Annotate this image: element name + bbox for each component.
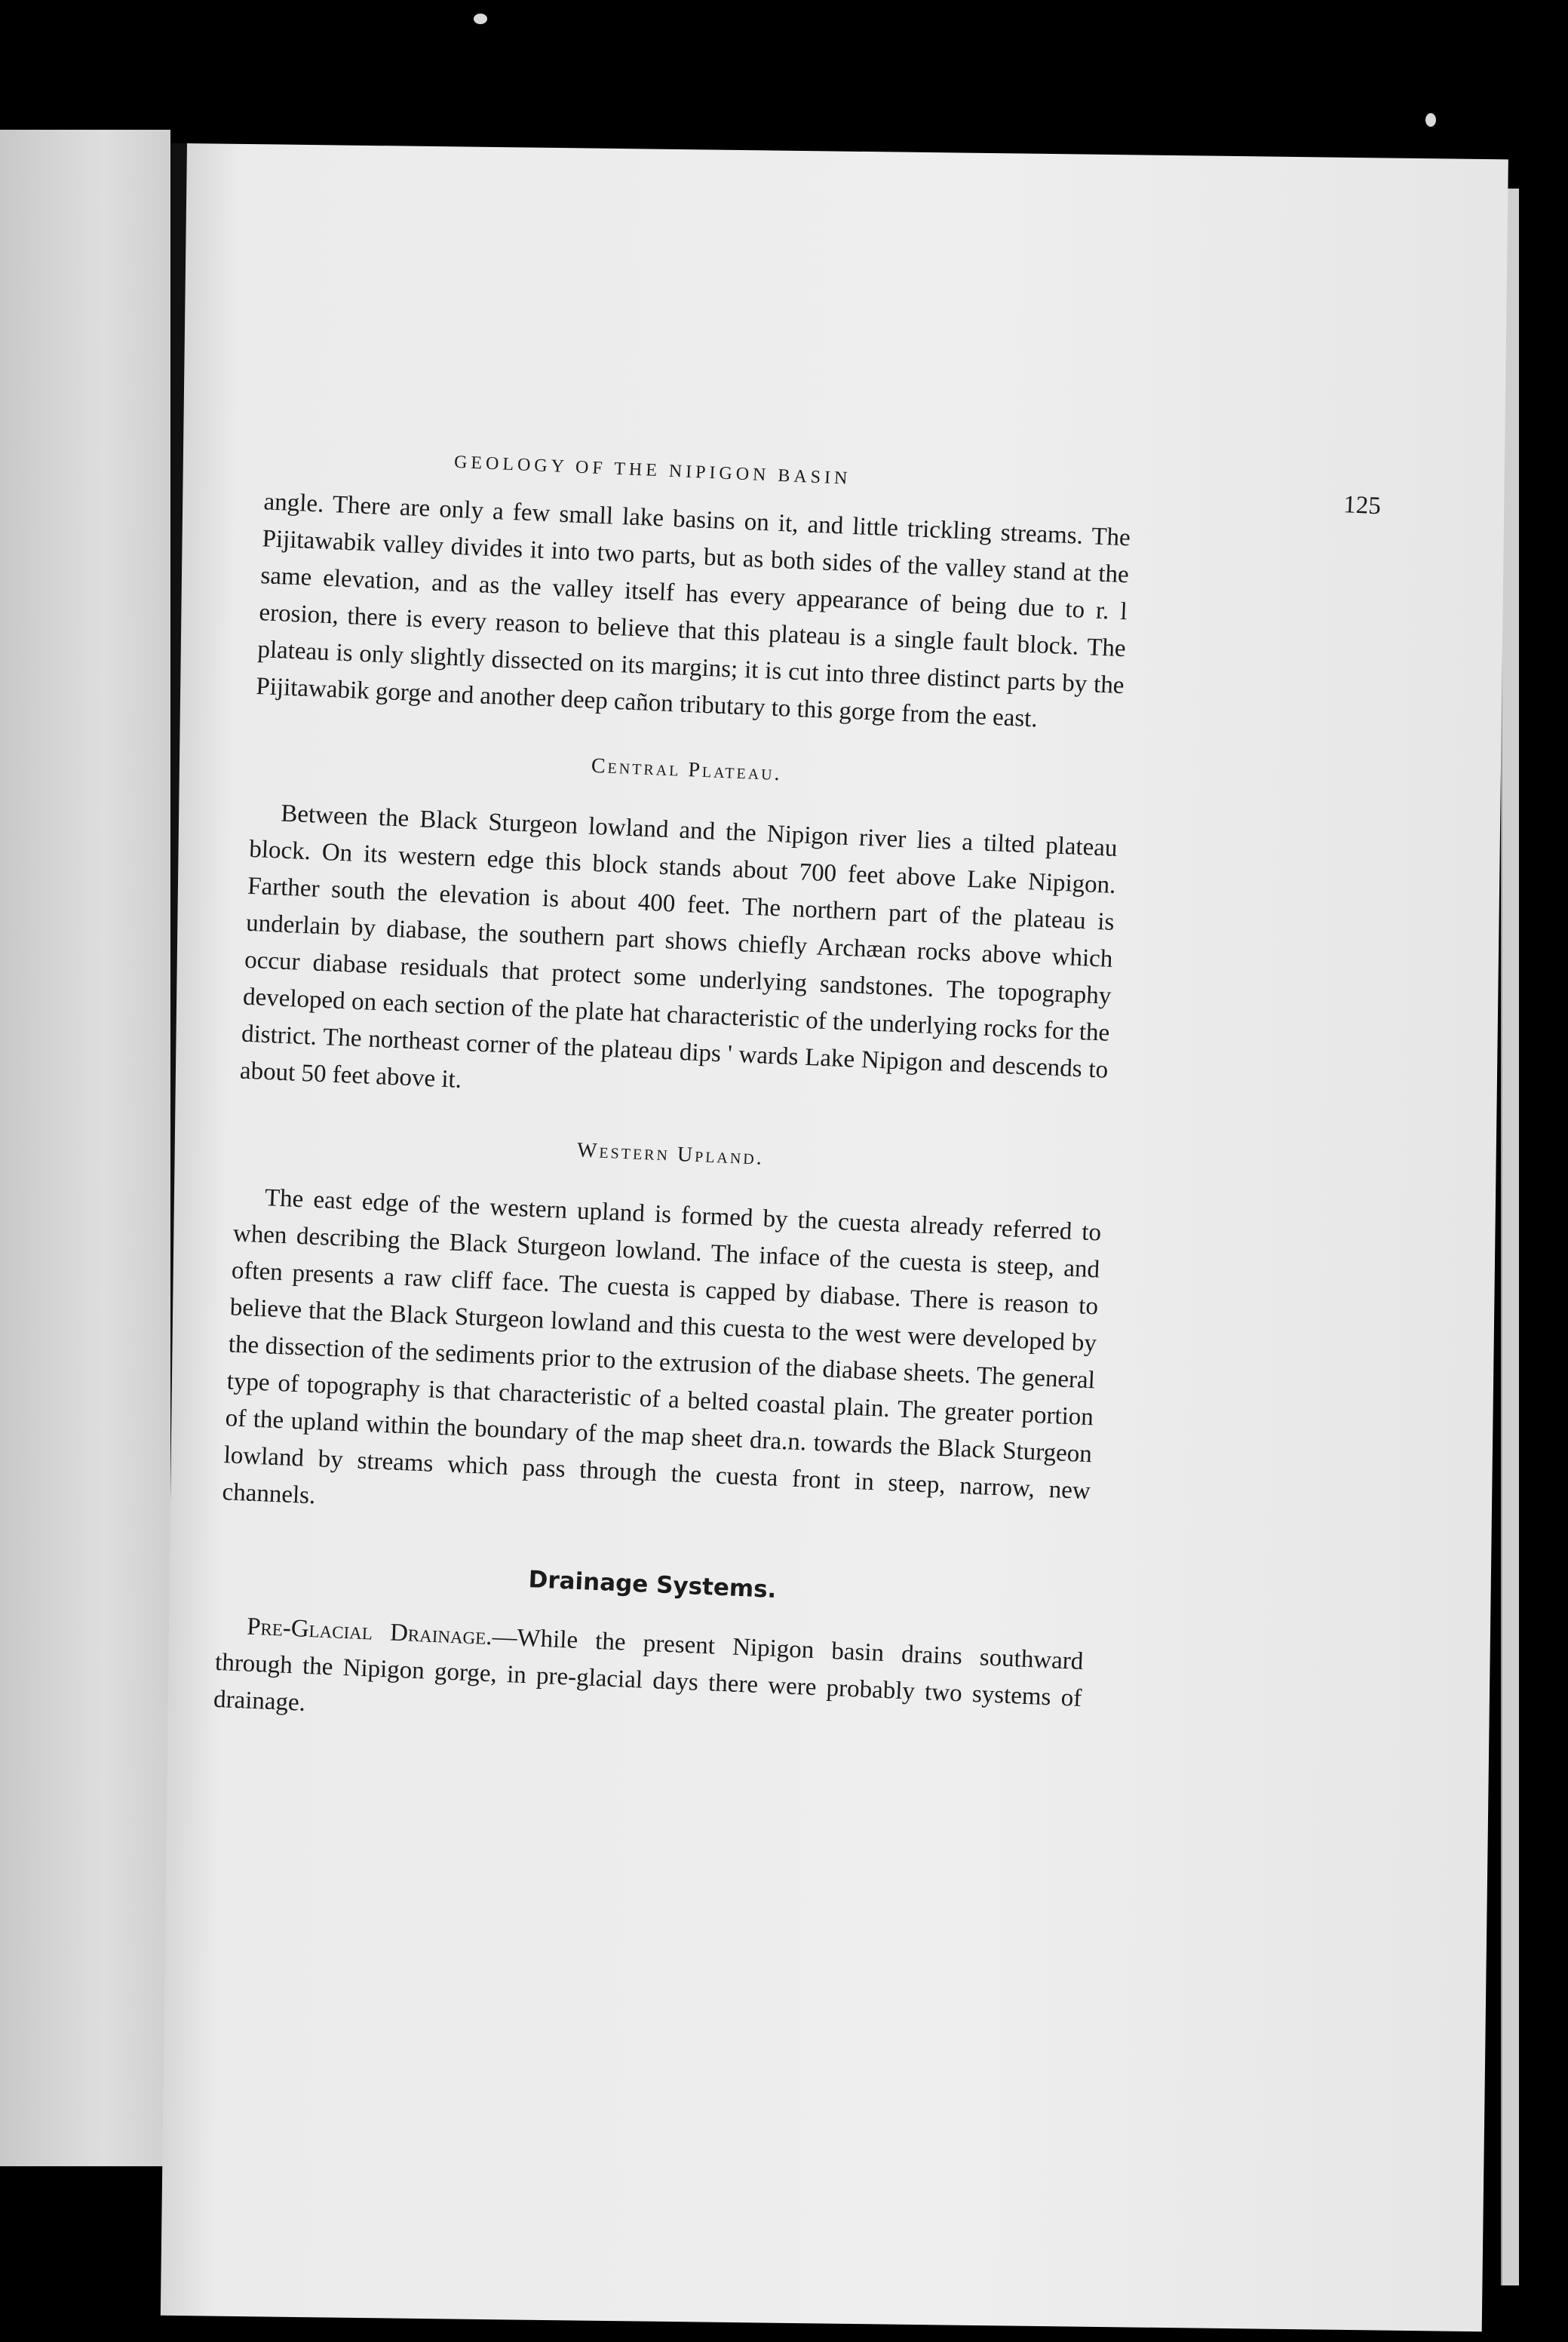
- heading-drainage-systems: Drainage Systems.: [527, 1566, 778, 1604]
- running-title: GEOLOGY OF THE NIPIGON BASIN: [453, 452, 852, 489]
- page-content: [213, 438, 1382, 1754]
- paragraph-central-plateau: Between the Black Sturgeon lowland and the Nipigon river lies a tilted plateau block. On its western edge this block stands about 700 feet above Lake Nipigon. Farther south the elevation is about 400 feet. The northern part of the plateau is underlain by diabase, the southern part shows chiefly Archæan rocks above which occur diabase residuals that protect some underlying sandstones. The topography developed on each section of the plate hat characteristic of the underlying rocks for the district. The northeast corner of the plateau dips ' wards Lake Nipigon and descends to about 50 feet above it.: [239, 800, 1118, 1094]
- dust-speck: [474, 14, 487, 24]
- pre-glacial-drainage-lead: Pre-Glacial Drainage.: [246, 1613, 493, 1651]
- dust-speck: [1425, 113, 1436, 127]
- page-number: 125: [1342, 491, 1382, 520]
- paragraph-western-upland: The east edge of the western upland is formed by the cuesta already referred to when describing the Black Sturgeon lowland. The inface of the cuesta is steep, and often presents a raw cliff face. The cuesta is capped by diabase. There is reason to believe that the Black Sturgeon lowland and this cuesta to the west were developed by the dissection of the sediments prior to the extrusion of the diabase sheets. The general type of topography is that characteristic of a belted coastal plain. The greater portion of the upland within the boundary of the map sheet dra.n. towards the Black Sturgeon lowland by streams which pass through the cuesta front in steep, narrow, new channels.: [221, 1184, 1102, 1510]
- heading-western-upland: Western Upland.: [576, 1138, 765, 1170]
- paragraph-plateau-continued: angle. There are only a few small lake basins on it, and little trickling streams. The Pijitawabik valley divides it into two parts, but as both sides of the valley stand at the same elevation, and as the valley itself has every appearance of being due to r. l erosion, there is every reason to believe that this plateau is a single fault block. The plateau is only slightly dissected on its margins; it is cut into three distinct parts by the Pijitawabik gorge and another deep cañon tributary to this gorge from the east.: [255, 488, 1131, 733]
- book-page: [161, 143, 1508, 2331]
- paragraph-pre-glacial-drainage: [213, 1607, 1084, 1754]
- pre-glacial-drainage-text: —While the present Nipigon basin drains southward through the Nipigon gorge, in pre-glacial days there were probably two systems of drainage.: [213, 1623, 1085, 1717]
- heading-central-plateau: Central Plateau.: [591, 754, 783, 786]
- facing-page-edge: [0, 130, 170, 2166]
